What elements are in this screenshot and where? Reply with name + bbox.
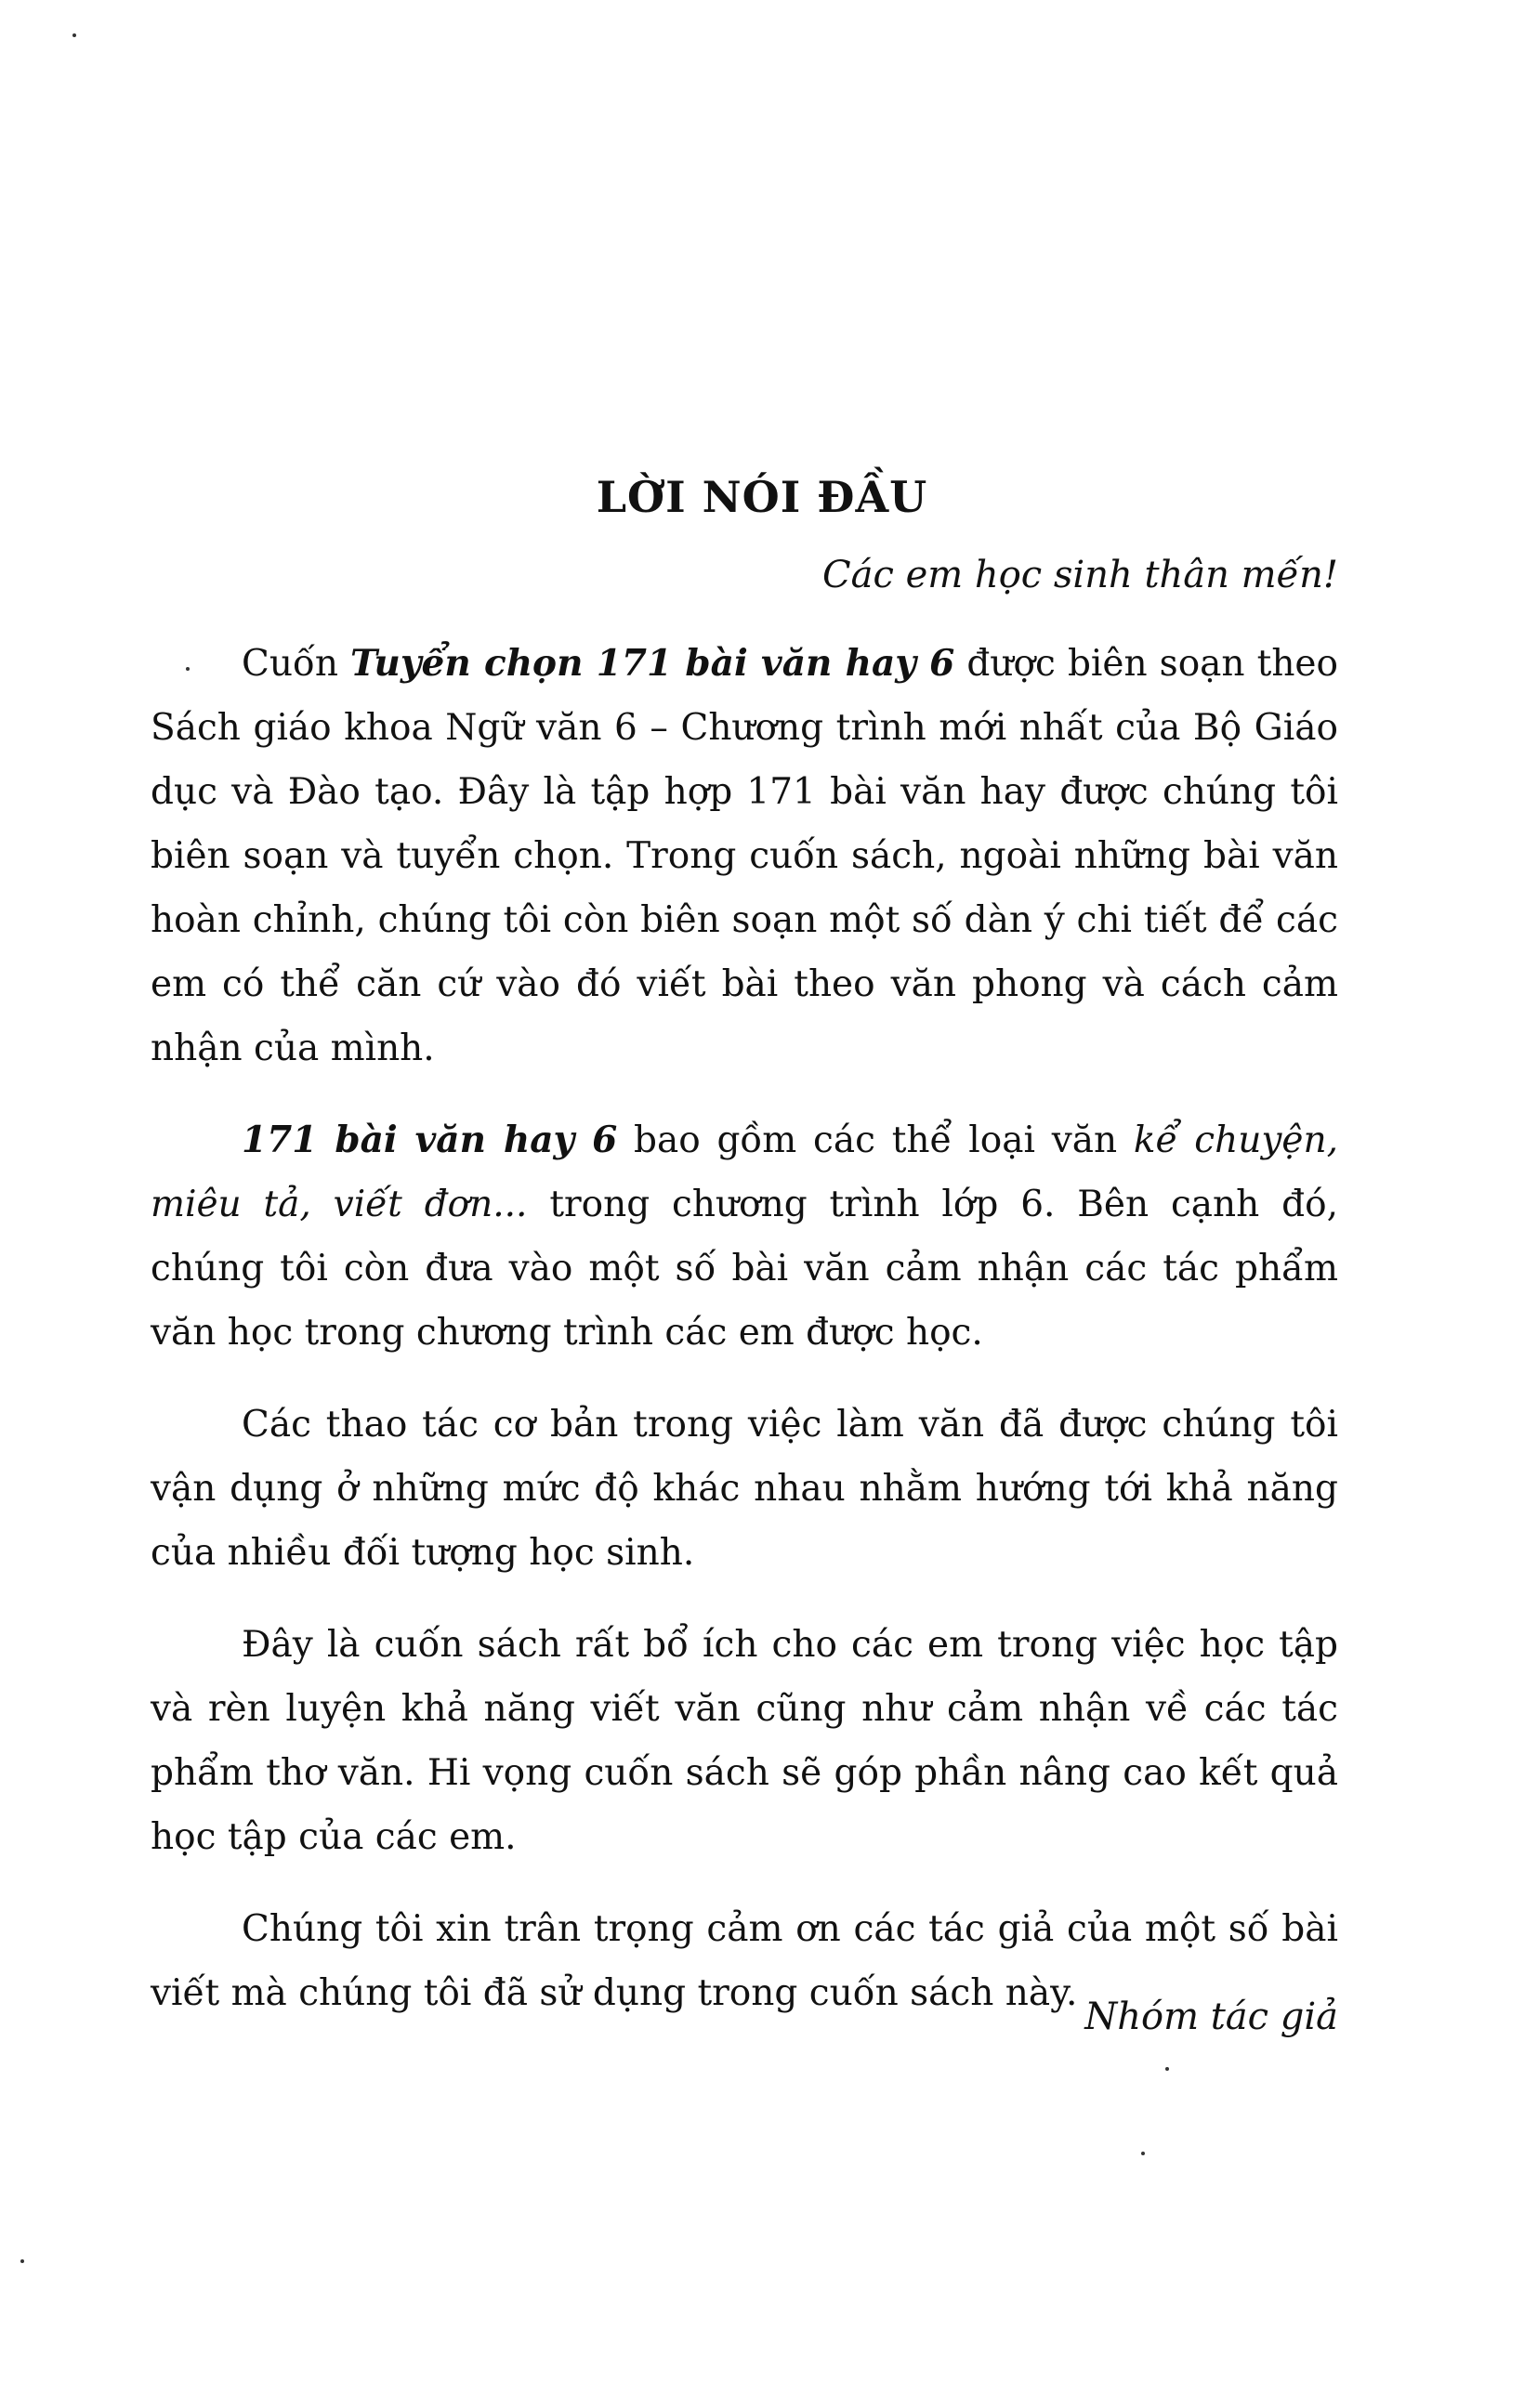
p2-middle: bao gồm các thể loại văn <box>617 1119 1134 1161</box>
scan-speck <box>72 33 76 37</box>
signature: Nhóm tác giả <box>1084 1996 1338 2038</box>
book-title-emphasis: Tuyển chọn 171 bài văn hay 6 <box>350 642 955 685</box>
paragraph-5: Chúng tôi xin trân trọng cảm ơn các tác giả của một số bài viết mà chúng tôi đã sử dụng trong cuốn sách này. <box>151 1908 1338 2014</box>
book-short-title: 171 bài văn hay 6 <box>242 1119 618 1161</box>
scan-speck <box>1141 2152 1145 2155</box>
paragraph-4: Đây là cuốn sách rất bổ ích cho các em trong việc học tập và rèn luyện khả năng viết văn cũng như cảm nhận về các tác phẩm thơ văn. Hi vọng cuốn sách sẽ góp phần nâng cao kết quả học tập của các em. <box>151 1624 1338 1858</box>
genre-list: kể chuyện, miêu tả, viết đơn... <box>151 1119 1338 1225</box>
greeting: Các em học sinh thân mến! <box>822 554 1338 596</box>
paragraph-3: Các thao tác cơ bản trong việc làm văn đã được chúng tôi vận dụng ở những mức độ khác nhau nhằm hướng tới khả năng của nhiều đối tượng học sinh. <box>151 1404 1338 1574</box>
scan-speck <box>1165 2067 1169 2071</box>
body-text <box>151 632 1338 2053</box>
paragraph-1 <box>151 632 1338 1080</box>
p1-rest: được biên soạn theo Sách giáo khoa Ngữ văn 6 – Chương trình mới nhất của Bộ Giáo dục và Đào tạo. Đây là tập hợp 171 bài văn hay được chúng tôi biên soạn và tuyển chọn. Trong cuốn sách, ngoài những bài văn hoàn chỉnh, chúng tôi còn biên soạn một số dàn ý chi tiết để các em có thể căn cứ vào đó viết bài theo văn phong và cách cảm nhận của mình. <box>151 643 1338 1069</box>
scan-speck <box>20 2259 24 2263</box>
p1-start: Cuốn <box>242 643 351 685</box>
page-title: LỜI NÓI ĐẦU <box>596 472 928 522</box>
p2-rest: trong chương trình lớp 6. Bên cạnh đó, chúng tôi còn đưa vào một số bài văn cảm nhận các tác phẩm văn học trong chương trình các em được học. <box>151 1184 1338 1354</box>
paragraph-2 <box>151 1108 1338 1365</box>
